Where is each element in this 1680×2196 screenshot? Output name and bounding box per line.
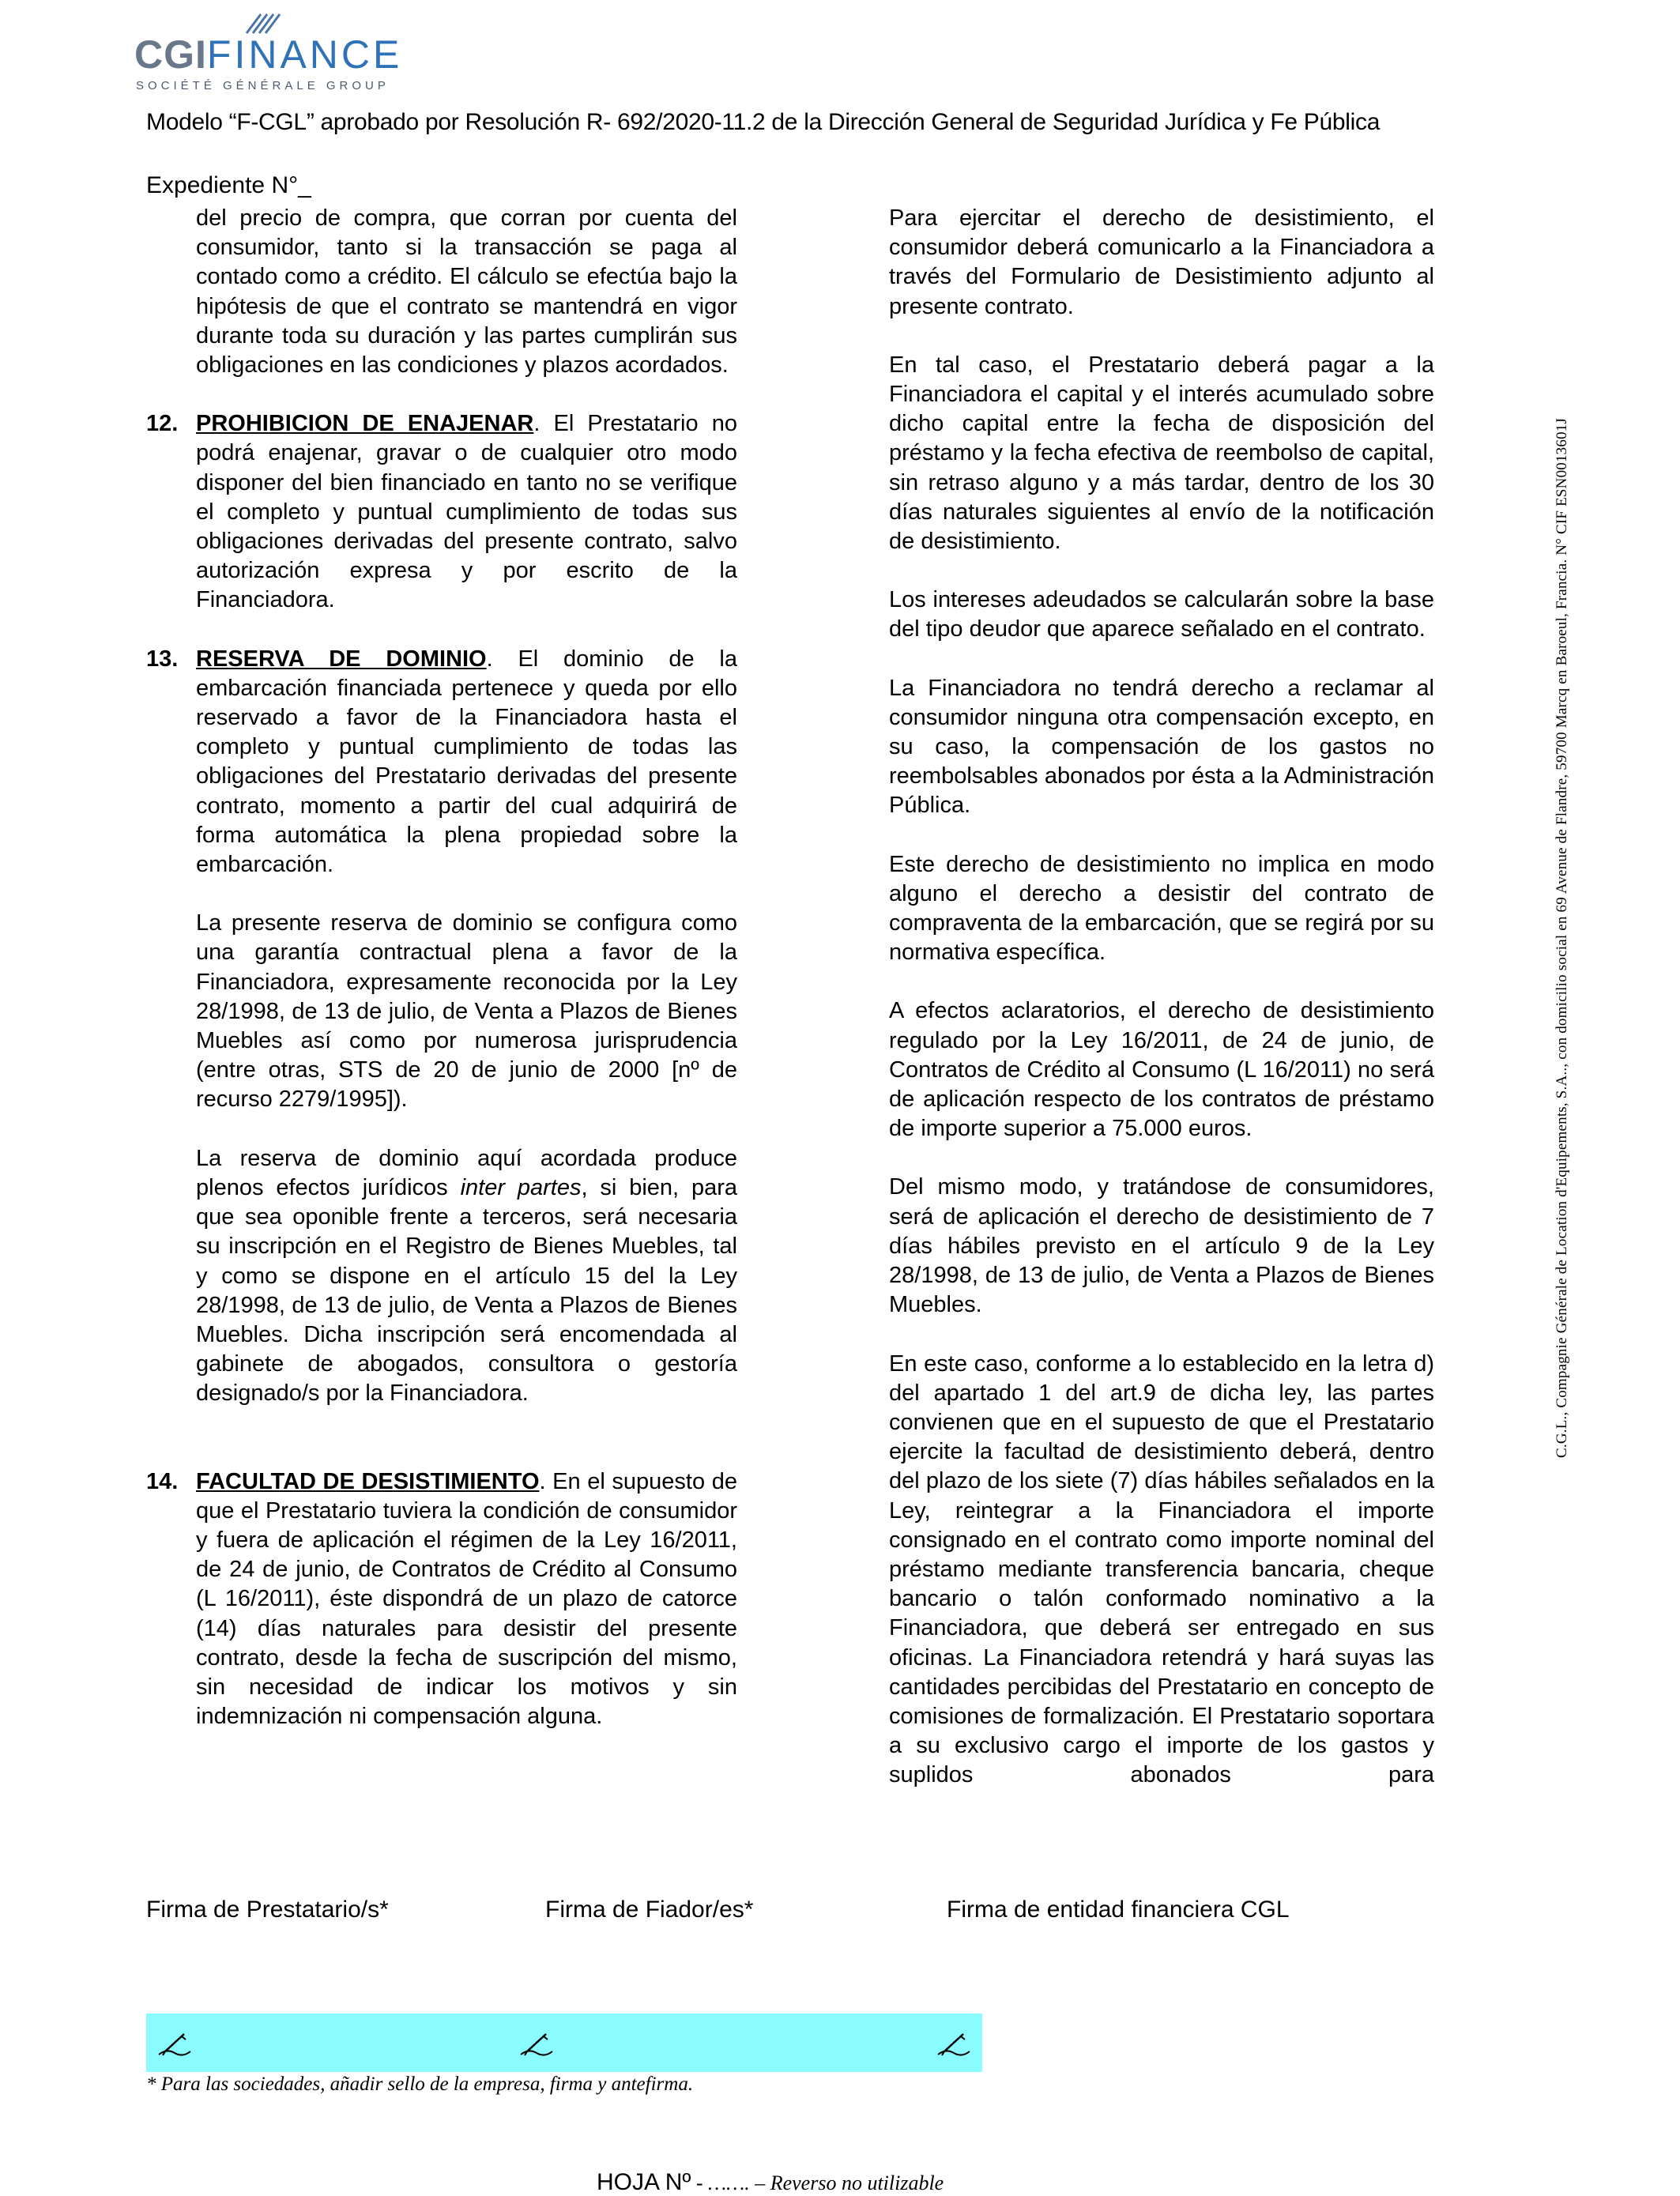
firma-fiador-label: Firma de Fiador/es* [545,1897,754,1923]
right-column [889,204,1434,1791]
cgi-finance-logo [134,6,403,93]
signature-pen-icon[interactable] [518,2031,556,2059]
clause-13-paragraph-3: La reserva de dominio aquí acordada produce plenos efectos jurídicos inter partes, si bien, para que sea oponible frente a terceros, será necesaria su inscripción en el Registro de Bienes Muebles, tal y como se dispone en el artículo 15 del la Ley 28/1998, de 13 de julio, de Venta a Plazos de Bienes Muebles. Dicha inscripción será encomendada al gabinete de abogados, consultora o gestoría designado/s por la Financiadora. [196,1145,737,1407]
paragraph: En este caso, conforme a lo establecido en la letra d) del apartado 1 del art.9 de dicha ley, las partes convienen que en el supuesto de que el Prestatario ejercite la facultad de desistimiento deberá, dentro del plazo de los siete (7) días hábiles señalados en la Ley, reintegrar a la Financiadora el importe consignado en el contrato como importe nominal del préstamo mediante transferencia bancaria, cheque bancario o talón conformado nominativo a la Financiadora, que deberá ser entregado en sus oficinas. La Financiadora retendrá y hará suyas las cantidades percibidas del Prestatario en concepto de comisiones de formalización. El Prestatario soportara a su exclusivo cargo el importe de los gastos y suplidos abonados para [889,1350,1434,1788]
clause-title: RESERVA DE DOMINIO [196,646,487,672]
hoja-note: - ……. – Reverso no utilizable [691,2172,944,2194]
paragraph: Para ejercitar el derecho de desistimiento, el consumidor deberá comunicarlo a la Financiadora a través del Formulario de Desistimiento adjunto al presente contrato. [889,205,1434,319]
clause-number: 12. [146,411,179,437]
page-footer [597,2169,944,2196]
paragraph: A efectos aclaratorios, el derecho de desistimiento regulado por la Ley 16/2011, de 24 de junio, de Contratos de Crédito al Consumo (L 16/2011) no será de aplicación respecto de los contratos de préstamo de importe superior a 75.000 euros. [889,998,1434,1142]
clause-14: 14. FACULTAD DE DESISTIMIENTO. En el supuesto de que el Prestatario tuviera la condición de consumidor y fuera de aplicación el régimen de la Ley 16/2011, de 24 de junio, de Contratos de Crédito al Consumo (L 16/2011), éste dispondrá de un plazo de catorce (14) días naturales para desistir del presente contrato, desde la fecha de suscripción del mismo, sin necesidad de indicar los motivos y sin indemnización ni compensación alguna. [146,1468,737,1730]
expediente-label: Expediente N°_ [146,172,311,198]
clause-12: 12. PROHIBICION DE ENAJENAR. El Prestatario no podrá enajenar, gravar o de cualquier otro modo disponer del bien financiado en tanto no se verifique el completo y puntual cumplimiento de todas sus obligaciones derivadas del presente contrato, salvo autorización expresa y por escrito de la Financiadora. [146,411,737,613]
clause-title: PROHIBICION DE ENAJENAR [196,411,534,437]
clause-number: 13. [146,646,179,672]
modelo-header: Modelo “F-CGL” aprobado por Resolución R- 692/2020-11.2 de la Dirección General de Seguridad Jurídica y Fe Pública [146,109,1381,135]
left-column [146,204,737,1731]
clause-number: 14. [146,1468,179,1494]
footnote: * Para las sociedades, añadir sello de la empresa, firma y antefirma. [146,2074,694,2095]
clause-13: 13. RESERVA DE DOMINIO. El dominio de la embarcación financiada pertenece y queda por ello reservado a favor de la Financiadora hasta el completo y puntual cumplimiento de todas las obligaciones del Prestatario derivadas del presente contrato, momento a partir del cual adquirirá de forma automática la plena propiedad sobre la embarcación. [146,646,737,878]
paragraph: Este derecho de desistimiento no implica en modo alguno el derecho a desistir del contrato de compraventa de la embarcación, que se regirá por su normativa específica. [889,851,1434,966]
paragraph: Del mismo modo, y tratándose de consumidores, será de aplicación el derecho de desistimiento de 7 días hábiles previsto en el artículo 9 de la Ley 28/1998, de 13 de julio, de Venta a Plazos de Bienes Muebles. [889,1174,1434,1318]
firma-entidad-label: Firma de entidad financiera CGL [947,1897,1290,1923]
clause-11-continuation: del precio de compra, que corran por cuenta del consumidor, tanto si la transacción se paga al contado como a crédito. El cálculo se efectúa bajo la hipótesis de que el contrato se mantendrá en vigor durante toda su duración y las partes cumplirán sus obligaciones en las condiciones y plazos acordados. [196,205,737,379]
logo-subtitle: SOCIÉTÉ GÉNÉRALE GROUP [136,79,390,92]
clause-title: FACULTAD DE DESISTIMIENTO [196,1468,540,1494]
paragraph: La Financiadora no tendrá derecho a reclamar al consumidor ninguna otra compensación excepto, en su caso, la compensación de los gastos no reembolsables abonados por ésta a la Administración Pública. [889,675,1434,819]
signature-pen-icon[interactable] [156,2031,194,2059]
paragraph: En tal caso, el Prestatario deberá pagar a la Financiadora el capital y el interés acumulado sobre dicho capital entre la fecha de disposición del préstamo y la fecha efectiva de reembolso de capital, sin retraso alguno y a más tardar, dentro de los 30 días naturales siguientes al envío de la notificación de desistimiento. [889,352,1434,555]
clause-13-paragraph-2: La presente reserva de dominio se configura como una garantía contractual plena a favor de la Financiadora, expresamente reconocida por la Ley 28/1998, de 13 de julio, de Venta a Plazos de Bienes Muebles así como por numerosa jurisprudencia (entre otras, STS de 20 de junio de 2000 [nº de recurso 2279/1995]). [196,910,737,1113]
signature-pen-icon[interactable] [935,2031,973,2059]
logo-wordmark: CGIFINANCE [134,32,403,77]
signature-field-bar[interactable] [146,2013,982,2072]
firma-prestatario-label: Firma de Prestatario/s* [146,1897,389,1923]
paragraph: Los intereses adeudados se calcularán sobre la base del tipo deudor que aparece señalado en el contrato. [889,587,1434,642]
company-info-vertical: C.G.L., Compagnie Générale de Location d'Equipements, S.A.., con domicilio social en 69 Avenue de Flandre, 59700 Marcq en Baroeul, Francia. N° CIF ESN0013601J [1554,417,1570,1458]
hoja-label: HOJA Nº [597,2169,691,2195]
